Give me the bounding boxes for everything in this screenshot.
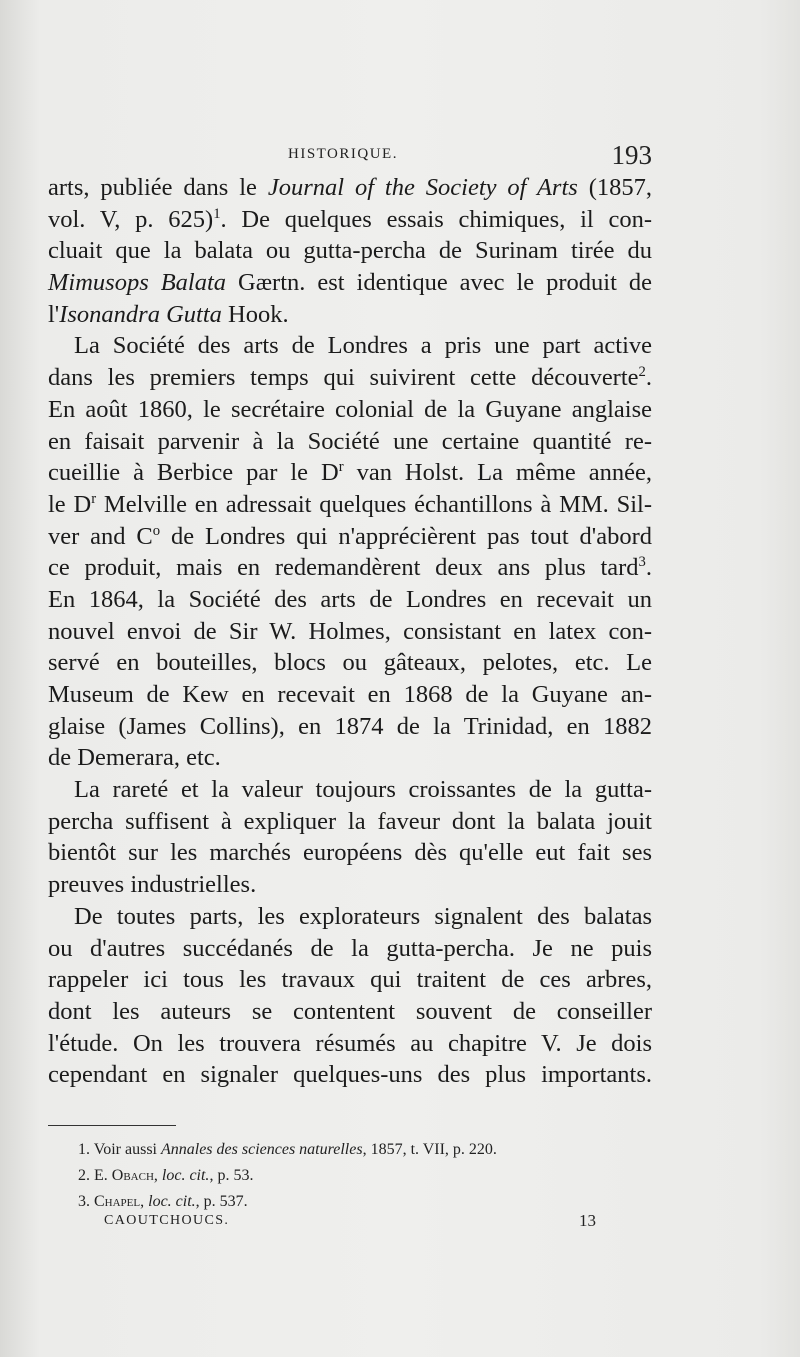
- text-line: rappeler ici tous les travaux qui traitent de ces arbres,: [48, 966, 652, 994]
- species-name: Mimusops Balata: [48, 269, 227, 297]
- text-line: De toutes parts, les explorateurs signalent des balatas: [74, 902, 652, 930]
- signature-number: 13: [579, 1211, 596, 1230]
- footnote-1: 1. Voir aussi Annales des sciences naturelles, 1857, t. VII, p. 220.: [78, 1141, 497, 1158]
- body-text: [48, 172, 652, 1091]
- species-name: Isonandra Gutta: [59, 300, 222, 328]
- signature-label: CAOUTCHOUCS.: [104, 1213, 230, 1228]
- text-line: l'Isonandra Gutta Hook.: [48, 300, 289, 328]
- text-line: servé en bouteilles, blocs ou gâteaux, pelotes, etc. Le: [48, 649, 652, 677]
- text-line: ce produit, mais en redemandèrent deux ans plus tard$^3$.: [48, 554, 652, 582]
- text-line: ou d'autres succédanés de la gutta-percha. Je ne puis: [48, 934, 652, 962]
- text-line: cueillie à Berbice par le $D^r$ van Holst. La même année,: [48, 459, 653, 487]
- text-line: En 1864, la Société des arts de Londres en recevait un: [48, 585, 652, 613]
- text-line: cependant en signaler quelques-uns des plus importants.: [48, 1061, 652, 1089]
- text-line: ver and $C^o$ de Londres qui n'apprécièrent pas tout d'abord: [48, 522, 652, 550]
- running-title: HISTORIQUE.: [288, 146, 398, 162]
- footnote-ref-2[interactable]: 2: [638, 363, 646, 380]
- footnote-ref-1[interactable]: 1: [213, 205, 221, 222]
- footnote-3: 3. Chapel, loc. cit., p. 537.: [78, 1193, 248, 1210]
- footnote-divider: [48, 1125, 176, 1126]
- text-line: vol. V, p. 625)$^1$. De quelques essais chimiques, il con-: [48, 205, 652, 233]
- text-line: le $D^r$ Melville en adressait quelques échantillons à MM. Sil-: [48, 490, 652, 518]
- text-line: Mimusops Balata Gærtn. est identique avec le produit de: [48, 269, 652, 297]
- text-line: dans les premiers temps qui suivirent cette découverte$^2$.: [48, 363, 652, 392]
- text-line: l'étude. On les trouvera résumés au chapitre V. Je dois: [48, 1029, 652, 1057]
- page-number: 193: [611, 140, 652, 170]
- signature-line: [104, 1213, 596, 1239]
- text-line: La rareté et la valeur toujours croissantes de la gutta-: [74, 776, 652, 804]
- running-head: [48, 140, 652, 174]
- text-line: arts, publiée dans le Journal of the Society of Arts (1857,: [48, 174, 652, 201]
- text-line: glaise (James Collins), en 1874 de la Trinidad, en 1882: [48, 712, 652, 740]
- text-line: Museum de Kew en recevait en 1868 de la Guyane an-: [48, 681, 652, 708]
- text-line: percha suffisent à expliquer la faveur dont la balata jouit: [48, 807, 652, 835]
- text-line: dont les auteurs se contentent souvent de conseiller: [48, 997, 652, 1025]
- footnotes: [78, 1137, 648, 1215]
- text-line: La Société des arts de Londres a pris une part active: [74, 332, 652, 360]
- text-line: bientôt sur les marchés européens dès qu'elle eut fait ses: [48, 839, 652, 867]
- text-line: cluait que la balata ou gutta-percha de Surinam tirée du: [48, 237, 652, 265]
- text-line: de Demerara, etc.: [48, 744, 221, 772]
- text-line: preuves industrielles.: [48, 871, 257, 899]
- text-line: nouvel envoi de Sir W. Holmes, consistant en latex con-: [48, 617, 652, 645]
- text-line: en faisait parvenir à la Société une certaine quantité re-: [48, 427, 652, 455]
- text-line: En août 1860, le secrétaire colonial de la Guyane anglaise: [48, 395, 652, 423]
- journal-title: Journal of the Society of Arts: [267, 174, 578, 201]
- footnote-ref-3[interactable]: 3: [638, 554, 646, 571]
- footnote-2: 2. E. Obach, loc. cit., p. 53.: [78, 1167, 254, 1184]
